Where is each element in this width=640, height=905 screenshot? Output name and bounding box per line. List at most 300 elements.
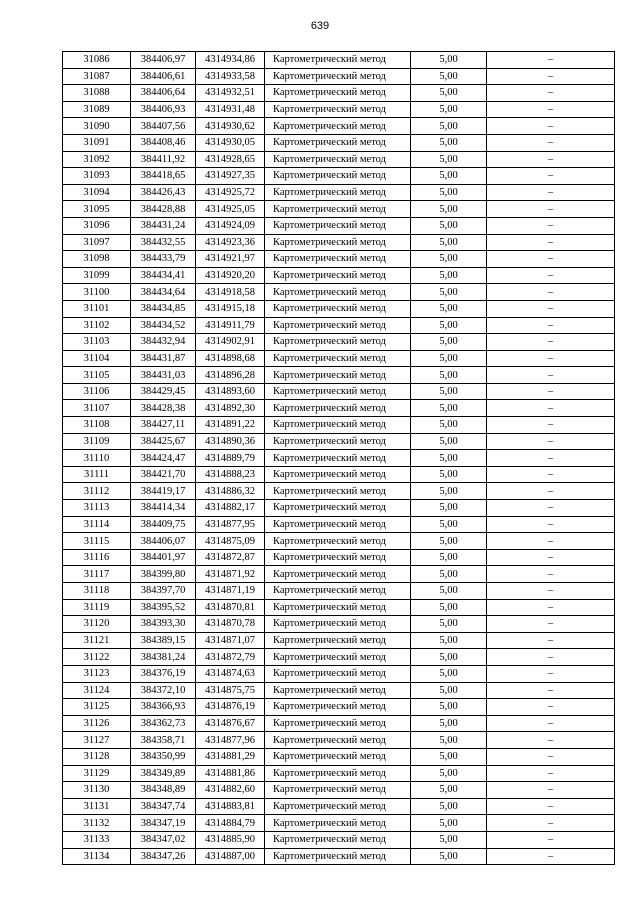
- x-coordinate-cell: 384419,17: [131, 483, 196, 500]
- accuracy-cell: 5,00: [411, 649, 487, 666]
- x-coordinate-cell: 384434,41: [131, 267, 196, 284]
- point-number-cell: 31103: [63, 334, 131, 351]
- point-number-cell: 31105: [63, 367, 131, 384]
- note-cell: –: [487, 68, 615, 85]
- method-cell: Картометрический метод: [265, 665, 411, 682]
- x-coordinate-cell: 384406,61: [131, 68, 196, 85]
- y-coordinate-cell: 4314898,68: [196, 350, 265, 367]
- note-cell: –: [487, 433, 615, 450]
- table-row: [63, 52, 615, 69]
- accuracy-cell: 5,00: [411, 732, 487, 749]
- note-cell: –: [487, 134, 615, 151]
- table-row: [63, 516, 615, 533]
- accuracy-cell: 5,00: [411, 85, 487, 102]
- x-coordinate-cell: 384409,75: [131, 516, 196, 533]
- method-cell: Картометрический метод: [265, 217, 411, 234]
- y-coordinate-cell: 4314934,86: [196, 52, 265, 69]
- y-coordinate-cell: 4314871,92: [196, 566, 265, 583]
- table-row: [63, 815, 615, 832]
- x-coordinate-cell: 384431,03: [131, 367, 196, 384]
- y-coordinate-cell: 4314891,22: [196, 417, 265, 434]
- table-row: [63, 267, 615, 284]
- x-coordinate-cell: 384350,99: [131, 748, 196, 765]
- note-cell: –: [487, 367, 615, 384]
- y-coordinate-cell: 4314872,79: [196, 649, 265, 666]
- table-row: [63, 251, 615, 268]
- x-coordinate-cell: 384428,38: [131, 400, 196, 417]
- y-coordinate-cell: 4314877,96: [196, 732, 265, 749]
- note-cell: –: [487, 350, 615, 367]
- method-cell: Картометрический метод: [265, 151, 411, 168]
- point-number-cell: 31113: [63, 500, 131, 517]
- note-cell: –: [487, 400, 615, 417]
- accuracy-cell: 5,00: [411, 782, 487, 799]
- method-cell: Картометрический метод: [265, 134, 411, 151]
- table-row: [63, 649, 615, 666]
- y-coordinate-cell: 4314875,09: [196, 533, 265, 550]
- table-row: [63, 68, 615, 85]
- note-cell: –: [487, 632, 615, 649]
- coordinates-table: [62, 51, 615, 865]
- accuracy-cell: 5,00: [411, 134, 487, 151]
- method-cell: Картометрический метод: [265, 632, 411, 649]
- method-cell: Картометрический метод: [265, 848, 411, 865]
- accuracy-cell: 5,00: [411, 300, 487, 317]
- note-cell: –: [487, 300, 615, 317]
- x-coordinate-cell: 384362,73: [131, 715, 196, 732]
- method-cell: Картометрический метод: [265, 184, 411, 201]
- accuracy-cell: 5,00: [411, 765, 487, 782]
- y-coordinate-cell: 4314918,58: [196, 284, 265, 301]
- method-cell: Картометрический метод: [265, 433, 411, 450]
- x-coordinate-cell: 384434,64: [131, 284, 196, 301]
- method-cell: Картометрический метод: [265, 251, 411, 268]
- y-coordinate-cell: 4314931,48: [196, 101, 265, 118]
- accuracy-cell: 5,00: [411, 350, 487, 367]
- table-row: [63, 665, 615, 682]
- point-number-cell: 31132: [63, 815, 131, 832]
- method-cell: Картометрический метод: [265, 566, 411, 583]
- x-coordinate-cell: 384428,88: [131, 201, 196, 218]
- note-cell: –: [487, 798, 615, 815]
- method-cell: Картометрический метод: [265, 284, 411, 301]
- point-number-cell: 31134: [63, 848, 131, 865]
- x-coordinate-cell: 384395,52: [131, 599, 196, 616]
- point-number-cell: 31129: [63, 765, 131, 782]
- note-cell: –: [487, 815, 615, 832]
- method-cell: Картометрический метод: [265, 715, 411, 732]
- accuracy-cell: 5,00: [411, 583, 487, 600]
- accuracy-cell: 5,00: [411, 251, 487, 268]
- table-row: [63, 234, 615, 251]
- y-coordinate-cell: 4314872,87: [196, 549, 265, 566]
- table-row: [63, 765, 615, 782]
- method-cell: Картометрический метод: [265, 765, 411, 782]
- accuracy-cell: 5,00: [411, 52, 487, 69]
- method-cell: Картометрический метод: [265, 168, 411, 185]
- table-row: [63, 450, 615, 467]
- table-row: [63, 466, 615, 483]
- method-cell: Картометрический метод: [265, 450, 411, 467]
- point-number-cell: 31095: [63, 201, 131, 218]
- method-cell: Картометрический метод: [265, 383, 411, 400]
- x-coordinate-cell: 384406,64: [131, 85, 196, 102]
- y-coordinate-cell: 4314928,65: [196, 151, 265, 168]
- table-row: [63, 433, 615, 450]
- method-cell: Картометрический метод: [265, 466, 411, 483]
- method-cell: Картометрический метод: [265, 815, 411, 832]
- method-cell: Картометрический метод: [265, 549, 411, 566]
- y-coordinate-cell: 4314925,72: [196, 184, 265, 201]
- note-cell: –: [487, 267, 615, 284]
- table-row: [63, 134, 615, 151]
- method-cell: Картометрический метод: [265, 533, 411, 550]
- table-row: [63, 168, 615, 185]
- x-coordinate-cell: 384421,70: [131, 466, 196, 483]
- table-row: [63, 831, 615, 848]
- point-number-cell: 31111: [63, 466, 131, 483]
- method-cell: Картометрический метод: [265, 52, 411, 69]
- x-coordinate-cell: 384427,11: [131, 417, 196, 434]
- point-number-cell: 31125: [63, 699, 131, 716]
- point-number-cell: 31114: [63, 516, 131, 533]
- x-coordinate-cell: 384431,24: [131, 217, 196, 234]
- note-cell: –: [487, 533, 615, 550]
- accuracy-cell: 5,00: [411, 433, 487, 450]
- method-cell: Картометрический метод: [265, 267, 411, 284]
- accuracy-cell: 5,00: [411, 682, 487, 699]
- y-coordinate-cell: 4314921,97: [196, 251, 265, 268]
- point-number-cell: 31131: [63, 798, 131, 815]
- point-number-cell: 31107: [63, 400, 131, 417]
- point-number-cell: 31106: [63, 383, 131, 400]
- accuracy-cell: 5,00: [411, 831, 487, 848]
- note-cell: –: [487, 516, 615, 533]
- y-coordinate-cell: 4314924,09: [196, 217, 265, 234]
- y-coordinate-cell: 4314925,05: [196, 201, 265, 218]
- accuracy-cell: 5,00: [411, 549, 487, 566]
- method-cell: Картометрический метод: [265, 483, 411, 500]
- y-coordinate-cell: 4314890,36: [196, 433, 265, 450]
- x-coordinate-cell: 384372,10: [131, 682, 196, 699]
- y-coordinate-cell: 4314874,63: [196, 665, 265, 682]
- table-row: [63, 217, 615, 234]
- point-number-cell: 31098: [63, 251, 131, 268]
- point-number-cell: 31102: [63, 317, 131, 334]
- table-row: [63, 798, 615, 815]
- table-row: [63, 85, 615, 102]
- x-coordinate-cell: 384381,24: [131, 649, 196, 666]
- accuracy-cell: 5,00: [411, 599, 487, 616]
- y-coordinate-cell: 4314883,81: [196, 798, 265, 815]
- note-cell: –: [487, 765, 615, 782]
- point-number-cell: 31086: [63, 52, 131, 69]
- x-coordinate-cell: 384347,19: [131, 815, 196, 832]
- note-cell: –: [487, 450, 615, 467]
- accuracy-cell: 5,00: [411, 151, 487, 168]
- table-row: [63, 317, 615, 334]
- accuracy-cell: 5,00: [411, 815, 487, 832]
- point-number-cell: 31088: [63, 85, 131, 102]
- accuracy-cell: 5,00: [411, 334, 487, 351]
- y-coordinate-cell: 4314876,67: [196, 715, 265, 732]
- point-number-cell: 31119: [63, 599, 131, 616]
- accuracy-cell: 5,00: [411, 500, 487, 517]
- y-coordinate-cell: 4314920,20: [196, 267, 265, 284]
- x-coordinate-cell: 384347,26: [131, 848, 196, 865]
- note-cell: –: [487, 782, 615, 799]
- point-number-cell: 31094: [63, 184, 131, 201]
- y-coordinate-cell: 4314930,62: [196, 118, 265, 135]
- point-number-cell: 31109: [63, 433, 131, 450]
- note-cell: –: [487, 234, 615, 251]
- table-row: [63, 533, 615, 550]
- note-cell: –: [487, 732, 615, 749]
- x-coordinate-cell: 384397,70: [131, 583, 196, 600]
- table-row: [63, 400, 615, 417]
- method-cell: Картометрический метод: [265, 118, 411, 135]
- note-cell: –: [487, 715, 615, 732]
- point-number-cell: 31122: [63, 649, 131, 666]
- point-number-cell: 31099: [63, 267, 131, 284]
- accuracy-cell: 5,00: [411, 616, 487, 633]
- x-coordinate-cell: 384425,67: [131, 433, 196, 450]
- note-cell: –: [487, 616, 615, 633]
- accuracy-cell: 5,00: [411, 715, 487, 732]
- y-coordinate-cell: 4314882,60: [196, 782, 265, 799]
- point-number-cell: 31097: [63, 234, 131, 251]
- method-cell: Картометрический метод: [265, 583, 411, 600]
- method-cell: Картометрический метод: [265, 699, 411, 716]
- note-cell: –: [487, 168, 615, 185]
- y-coordinate-cell: 4314881,29: [196, 748, 265, 765]
- y-coordinate-cell: 4314902,91: [196, 334, 265, 351]
- point-number-cell: 31090: [63, 118, 131, 135]
- y-coordinate-cell: 4314896,28: [196, 367, 265, 384]
- point-number-cell: 31091: [63, 134, 131, 151]
- accuracy-cell: 5,00: [411, 483, 487, 500]
- table-row: [63, 367, 615, 384]
- x-coordinate-cell: 384347,02: [131, 831, 196, 848]
- x-coordinate-cell: 384411,92: [131, 151, 196, 168]
- x-coordinate-cell: 384414,34: [131, 500, 196, 517]
- table-row: [63, 284, 615, 301]
- y-coordinate-cell: 4314893,60: [196, 383, 265, 400]
- y-coordinate-cell: 4314881,86: [196, 765, 265, 782]
- point-number-cell: 31087: [63, 68, 131, 85]
- point-number-cell: 31101: [63, 300, 131, 317]
- x-coordinate-cell: 384406,07: [131, 533, 196, 550]
- table-row: [63, 201, 615, 218]
- note-cell: –: [487, 151, 615, 168]
- method-cell: Картометрический метод: [265, 616, 411, 633]
- note-cell: –: [487, 549, 615, 566]
- table-row: [63, 616, 615, 633]
- accuracy-cell: 5,00: [411, 317, 487, 334]
- note-cell: –: [487, 52, 615, 69]
- x-coordinate-cell: 384431,87: [131, 350, 196, 367]
- table-row: [63, 101, 615, 118]
- method-cell: Картометрический метод: [265, 649, 411, 666]
- note-cell: –: [487, 500, 615, 517]
- method-cell: Картометрический метод: [265, 782, 411, 799]
- point-number-cell: 31093: [63, 168, 131, 185]
- point-number-cell: 31123: [63, 665, 131, 682]
- x-coordinate-cell: 384366,93: [131, 699, 196, 716]
- y-coordinate-cell: 4314927,35: [196, 168, 265, 185]
- table-row: [63, 300, 615, 317]
- accuracy-cell: 5,00: [411, 168, 487, 185]
- note-cell: –: [487, 848, 615, 865]
- note-cell: –: [487, 201, 615, 218]
- x-coordinate-cell: 384401,97: [131, 549, 196, 566]
- accuracy-cell: 5,00: [411, 184, 487, 201]
- note-cell: –: [487, 466, 615, 483]
- method-cell: Картометрический метод: [265, 300, 411, 317]
- accuracy-cell: 5,00: [411, 367, 487, 384]
- y-coordinate-cell: 4314930,05: [196, 134, 265, 151]
- y-coordinate-cell: 4314884,79: [196, 815, 265, 832]
- method-cell: Картометрический метод: [265, 101, 411, 118]
- method-cell: Картометрический метод: [265, 317, 411, 334]
- accuracy-cell: 5,00: [411, 748, 487, 765]
- table-row: [63, 500, 615, 517]
- point-number-cell: 31108: [63, 417, 131, 434]
- point-number-cell: 31128: [63, 748, 131, 765]
- y-coordinate-cell: 4314911,79: [196, 317, 265, 334]
- x-coordinate-cell: 384406,97: [131, 52, 196, 69]
- table-row: [63, 699, 615, 716]
- table-row: [63, 599, 615, 616]
- note-cell: –: [487, 599, 615, 616]
- x-coordinate-cell: 384426,43: [131, 184, 196, 201]
- x-coordinate-cell: 384429,45: [131, 383, 196, 400]
- point-number-cell: 31096: [63, 217, 131, 234]
- y-coordinate-cell: 4314871,07: [196, 632, 265, 649]
- x-coordinate-cell: 384358,71: [131, 732, 196, 749]
- accuracy-cell: 5,00: [411, 665, 487, 682]
- accuracy-cell: 5,00: [411, 632, 487, 649]
- method-cell: Картометрический метод: [265, 350, 411, 367]
- y-coordinate-cell: 4314871,19: [196, 583, 265, 600]
- table-row: [63, 632, 615, 649]
- table-row: [63, 334, 615, 351]
- accuracy-cell: 5,00: [411, 848, 487, 865]
- x-coordinate-cell: 384418,65: [131, 168, 196, 185]
- accuracy-cell: 5,00: [411, 533, 487, 550]
- note-cell: –: [487, 831, 615, 848]
- point-number-cell: 31100: [63, 284, 131, 301]
- note-cell: –: [487, 85, 615, 102]
- page-number: 639: [310, 20, 330, 32]
- x-coordinate-cell: 384408,46: [131, 134, 196, 151]
- accuracy-cell: 5,00: [411, 234, 487, 251]
- y-coordinate-cell: 4314915,18: [196, 300, 265, 317]
- point-number-cell: 31116: [63, 549, 131, 566]
- y-coordinate-cell: 4314876,19: [196, 699, 265, 716]
- table-row: [63, 715, 615, 732]
- accuracy-cell: 5,00: [411, 466, 487, 483]
- note-cell: –: [487, 699, 615, 716]
- accuracy-cell: 5,00: [411, 383, 487, 400]
- x-coordinate-cell: 384399,80: [131, 566, 196, 583]
- x-coordinate-cell: 384348,89: [131, 782, 196, 799]
- accuracy-cell: 5,00: [411, 699, 487, 716]
- table-row: [63, 583, 615, 600]
- point-number-cell: 31118: [63, 583, 131, 600]
- point-number-cell: 31092: [63, 151, 131, 168]
- y-coordinate-cell: 4314870,81: [196, 599, 265, 616]
- note-cell: –: [487, 682, 615, 699]
- method-cell: Картометрический метод: [265, 367, 411, 384]
- method-cell: Картометрический метод: [265, 516, 411, 533]
- point-number-cell: 31089: [63, 101, 131, 118]
- y-coordinate-cell: 4314885,90: [196, 831, 265, 848]
- x-coordinate-cell: 384393,30: [131, 616, 196, 633]
- y-coordinate-cell: 4314888,23: [196, 466, 265, 483]
- accuracy-cell: 5,00: [411, 417, 487, 434]
- note-cell: –: [487, 383, 615, 400]
- y-coordinate-cell: 4314923,36: [196, 234, 265, 251]
- x-coordinate-cell: 384424,47: [131, 450, 196, 467]
- point-number-cell: 31120: [63, 616, 131, 633]
- table-row: [63, 151, 615, 168]
- table-row: [63, 417, 615, 434]
- y-coordinate-cell: 4314886,32: [196, 483, 265, 500]
- note-cell: –: [487, 665, 615, 682]
- accuracy-cell: 5,00: [411, 516, 487, 533]
- x-coordinate-cell: 384434,85: [131, 300, 196, 317]
- accuracy-cell: 5,00: [411, 566, 487, 583]
- y-coordinate-cell: 4314877,95: [196, 516, 265, 533]
- x-coordinate-cell: 384434,52: [131, 317, 196, 334]
- accuracy-cell: 5,00: [411, 217, 487, 234]
- note-cell: –: [487, 566, 615, 583]
- method-cell: Картометрический метод: [265, 831, 411, 848]
- note-cell: –: [487, 317, 615, 334]
- note-cell: –: [487, 118, 615, 135]
- accuracy-cell: 5,00: [411, 400, 487, 417]
- method-cell: Картометрический метод: [265, 85, 411, 102]
- table-row: [63, 184, 615, 201]
- table-row: [63, 682, 615, 699]
- method-cell: Картометрический метод: [265, 500, 411, 517]
- x-coordinate-cell: 384406,93: [131, 101, 196, 118]
- method-cell: Картометрический метод: [265, 201, 411, 218]
- accuracy-cell: 5,00: [411, 201, 487, 218]
- point-number-cell: 31126: [63, 715, 131, 732]
- method-cell: Картометрический метод: [265, 732, 411, 749]
- table-row: [63, 748, 615, 765]
- point-number-cell: 31124: [63, 682, 131, 699]
- table-row: [63, 566, 615, 583]
- point-number-cell: 31115: [63, 533, 131, 550]
- y-coordinate-cell: 4314882,17: [196, 500, 265, 517]
- table-row: [63, 383, 615, 400]
- method-cell: Картометрический метод: [265, 334, 411, 351]
- point-number-cell: 31121: [63, 632, 131, 649]
- method-cell: Картометрический метод: [265, 234, 411, 251]
- accuracy-cell: 5,00: [411, 267, 487, 284]
- x-coordinate-cell: 384432,55: [131, 234, 196, 251]
- x-coordinate-cell: 384433,79: [131, 251, 196, 268]
- table-row: [63, 118, 615, 135]
- y-coordinate-cell: 4314889,79: [196, 450, 265, 467]
- note-cell: –: [487, 649, 615, 666]
- point-number-cell: 31133: [63, 831, 131, 848]
- coordinates-table-body: [63, 52, 615, 865]
- accuracy-cell: 5,00: [411, 118, 487, 135]
